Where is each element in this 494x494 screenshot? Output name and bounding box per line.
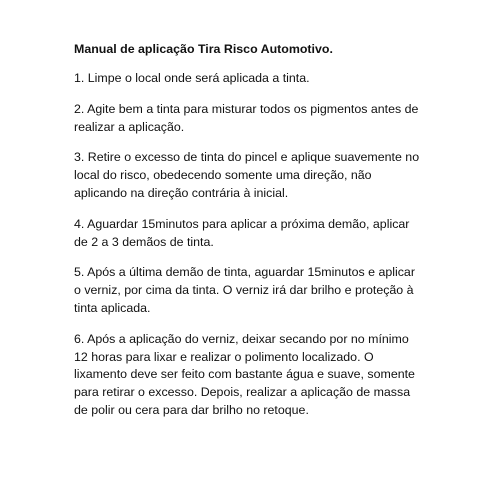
step-5: 5. Após a última demão de tinta, aguardar 15minutos e aplicar o verniz, por cima da tinta. O verniz irá dar brilho e proteção à tinta aplicada. [74, 265, 415, 315]
step-1: 1. Limpe o local onde será aplicada a tinta. [74, 71, 310, 85]
document-title: Manual de aplicação Tira Risco Automotivo. [74, 42, 333, 56]
step-4: 4. Aguardar 15minutos para aplicar a próxima demão, aplicar de 2 a 3 demãos de tinta. [74, 216, 410, 249]
step-2: 2. Agite bem a tinta para misturar todos os pigmentos antes de realizar a aplicação. [74, 101, 419, 134]
step-6: 6. Após a aplicação do verniz, deixar secando por no mínimo 12 horas para lixar e realizar o polimento localizado. O lixamento deve ser feito com bastante água e suave, somente para retirar o excesso. Depois, realizar a aplicação de massa de polir ou cera para dar brilho no retoque. [74, 331, 415, 417]
document-page [74, 40, 424, 433]
step-3: 3. Retire o excesso de tinta do pincel e aplique suavemente no local do risco, obedecendo somente uma direção, não aplicando na direção contrária à inicial. [74, 150, 420, 200]
